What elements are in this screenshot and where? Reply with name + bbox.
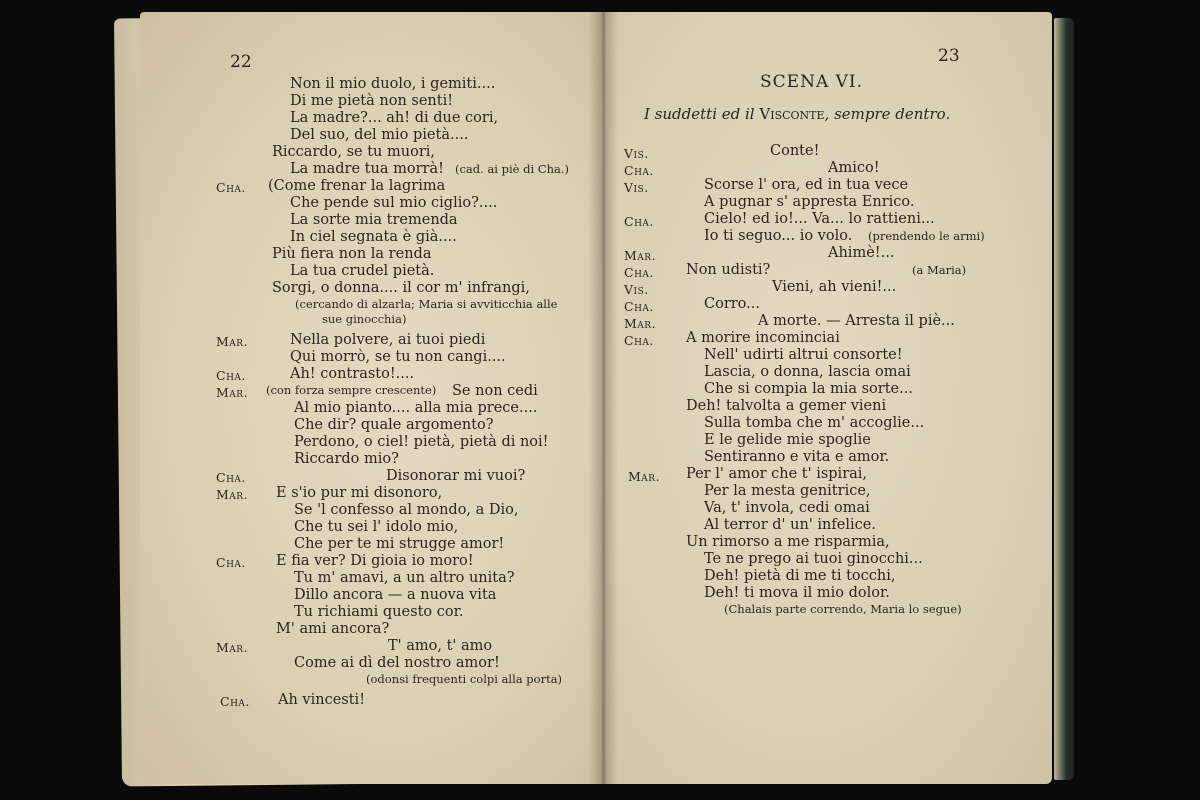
speaker-label: Mar.: [624, 248, 657, 263]
subtitle-name: Visconte: [759, 105, 825, 123]
verse-line: Tu richiami questo cor.: [294, 604, 464, 620]
verse-line: Al mio pianto.... alla mia prece....: [294, 400, 538, 416]
verse-line: Se non cedi: [452, 383, 538, 399]
subtitle-end: , sempre dentro.: [824, 105, 951, 123]
scene-title: SCENA VI.: [760, 72, 864, 92]
speaker-label: Mar.: [216, 487, 249, 502]
verse-line: Conte!: [770, 143, 820, 159]
speaker-label: Mar.: [624, 316, 657, 331]
verse-line: Che si compia la mia sorte...: [704, 381, 913, 397]
verse-line: Ah vincesti!: [278, 692, 366, 708]
verse-line: Di me pietà non senti!: [290, 93, 454, 109]
verse-line: Un rimorso a me risparmia,: [686, 534, 890, 550]
verse-line: Che dir? quale argomento?: [294, 417, 494, 433]
speaker-label: Mar.: [216, 640, 249, 655]
speaker-label: Cha.: [216, 555, 246, 570]
speaker-label: Cha.: [624, 163, 654, 178]
verse-line: Deh! talvolta a gemer vieni: [686, 398, 887, 414]
verse-line: Per l' amor che t' ispirai,: [686, 466, 868, 482]
verse-line: Vieni, ah vieni!...: [772, 279, 897, 295]
speaker-label: Mar.: [216, 334, 249, 349]
stage-direction: (cad. ai piè di Cha.): [455, 162, 570, 176]
verse-line: A pugnar s' appresta Enrico.: [704, 194, 915, 210]
verse-line: Disonorar mi vuoi?: [386, 468, 526, 484]
verse-line: Più fiera non la renda: [272, 246, 432, 262]
verse-line: Io ti seguo... io volo.: [704, 228, 853, 244]
verse-line: Deh! pietà di me ti tocchi,: [704, 568, 896, 584]
verse-line: E le gelide mie spoglie: [704, 432, 871, 448]
verse-line: Lascia, o donna, lascia omai: [704, 364, 911, 380]
verse-line: Ahimè!...: [828, 245, 895, 261]
verse-line: Corro...: [704, 296, 760, 312]
stage-direction: (con forza sempre crescente): [266, 383, 437, 397]
stage-direction: sue ginocchia): [322, 312, 407, 326]
speaker-label: Vis.: [624, 282, 649, 297]
verse-line: La madre?... ah! di due cori,: [290, 110, 499, 126]
verse-line: Del suo, del mio pietà....: [290, 127, 469, 143]
verse-line: Come ai dì del nostro amor!: [294, 655, 500, 671]
speaker-label: Vis.: [624, 146, 649, 161]
verse-line: La sorte mia tremenda: [290, 212, 458, 228]
verse-line: A morire incominciai: [686, 330, 840, 346]
speaker-label: Cha.: [216, 180, 246, 195]
verse-line: Che tu sei l' idolo mio,: [294, 519, 459, 535]
verse-line: Sentiranno e vita e amor.: [704, 449, 890, 465]
book-gutter: [588, 12, 618, 784]
verse-line: Non il mio duolo, i gemiti....: [290, 76, 496, 92]
verse-line: Al terror d' un' infelice.: [704, 517, 876, 533]
verse-line: Per la mesta genitrice,: [704, 483, 871, 499]
verse-line: Se 'l confesso al mondo, a Dio,: [294, 502, 519, 518]
verse-line: Nell' udirti altrui consorte!: [704, 347, 903, 363]
verse-line: Dillo ancora — a nuova vita: [294, 587, 497, 603]
verse-line: Amico!: [828, 160, 880, 176]
verse-line: Non udisti?: [686, 262, 771, 278]
verse-line: Qui morrò, se tu non cangi....: [290, 349, 506, 365]
verse-line: In ciel segnata è già....: [290, 229, 457, 245]
stage-direction: (odonsi frequenti colpi alla porta): [366, 672, 563, 686]
book-cover-edge: [1054, 18, 1074, 780]
right-page: [602, 12, 1052, 784]
verse-line: Va, t' invola, cedi omai: [704, 500, 870, 516]
verse-line: Scorse l' ora, ed in tua vece: [704, 177, 909, 193]
verse-line: E s'io pur mi disonoro,: [276, 485, 443, 501]
speaker-label: Cha.: [624, 333, 654, 348]
verse-line: Riccardo mio?: [294, 451, 399, 467]
verse-line: Sorgi, o donna.... il cor m' infrangi,: [272, 280, 530, 296]
verse-line: Cielo! ed io!... Va... lo rattieni...: [704, 211, 935, 227]
speaker-label: Cha.: [624, 299, 654, 314]
speaker-label: Vis.: [624, 180, 649, 195]
page-number-right: 23: [938, 46, 960, 66]
stage-direction: (a Maria): [912, 263, 967, 277]
speaker-label: Cha.: [624, 214, 654, 229]
speaker-label: Cha.: [220, 694, 250, 709]
stage-direction: (cercando di alzarla; Maria si avviticchia alle: [295, 297, 558, 311]
verse-line: Che pende sul mio ciglio?....: [290, 195, 498, 211]
open-book: [118, 12, 1066, 786]
verse-line: Che per te mi strugge amor!: [294, 536, 505, 552]
scene-subtitle: [644, 105, 950, 123]
verse-line: Tu m' amavi, a un altro unita?: [294, 570, 515, 586]
page-number-left: 22: [230, 52, 252, 72]
verse-line: La madre tua morrà!: [290, 161, 444, 177]
speaker-label: Cha.: [216, 470, 246, 485]
verse-line: Nella polvere, ai tuoi piedi: [290, 332, 486, 348]
stage-direction: (Chalais parte correndo, Maria lo segue): [724, 602, 962, 616]
left-page: [140, 12, 602, 784]
verse-line: La tua crudel pietà.: [290, 263, 435, 279]
speaker-label: Mar.: [628, 469, 661, 484]
verse-line: Sulla tomba che m' accoglie...: [704, 415, 925, 431]
verse-line: Ah! contrasto!....: [290, 366, 415, 382]
stage-direction: (prendendo le armi): [868, 229, 985, 243]
verse-line: A morte. — Arresta il piè...: [758, 313, 955, 329]
verse-line: Perdono, o ciel! pietà, pietà di noi!: [294, 434, 549, 450]
verse-line: M' ami ancora?: [276, 621, 390, 637]
speaker-label: Cha.: [216, 368, 246, 383]
subtitle-start: I suddetti ed il: [644, 105, 755, 123]
verse-line: T' amo, t' amo: [388, 638, 493, 654]
verse-line: Te ne prego ai tuoi ginocchi...: [704, 551, 923, 567]
verse-line: E fia ver? Di gioia io moro!: [276, 553, 474, 569]
verse-line: (Come frenar la lagrima: [268, 178, 446, 194]
speaker-label: Mar.: [216, 385, 249, 400]
verse-line: Riccardo, se tu muori,: [272, 144, 436, 160]
speaker-label: Cha.: [624, 265, 654, 280]
verse-line: Deh! ti mova il mio dolor.: [704, 585, 890, 601]
